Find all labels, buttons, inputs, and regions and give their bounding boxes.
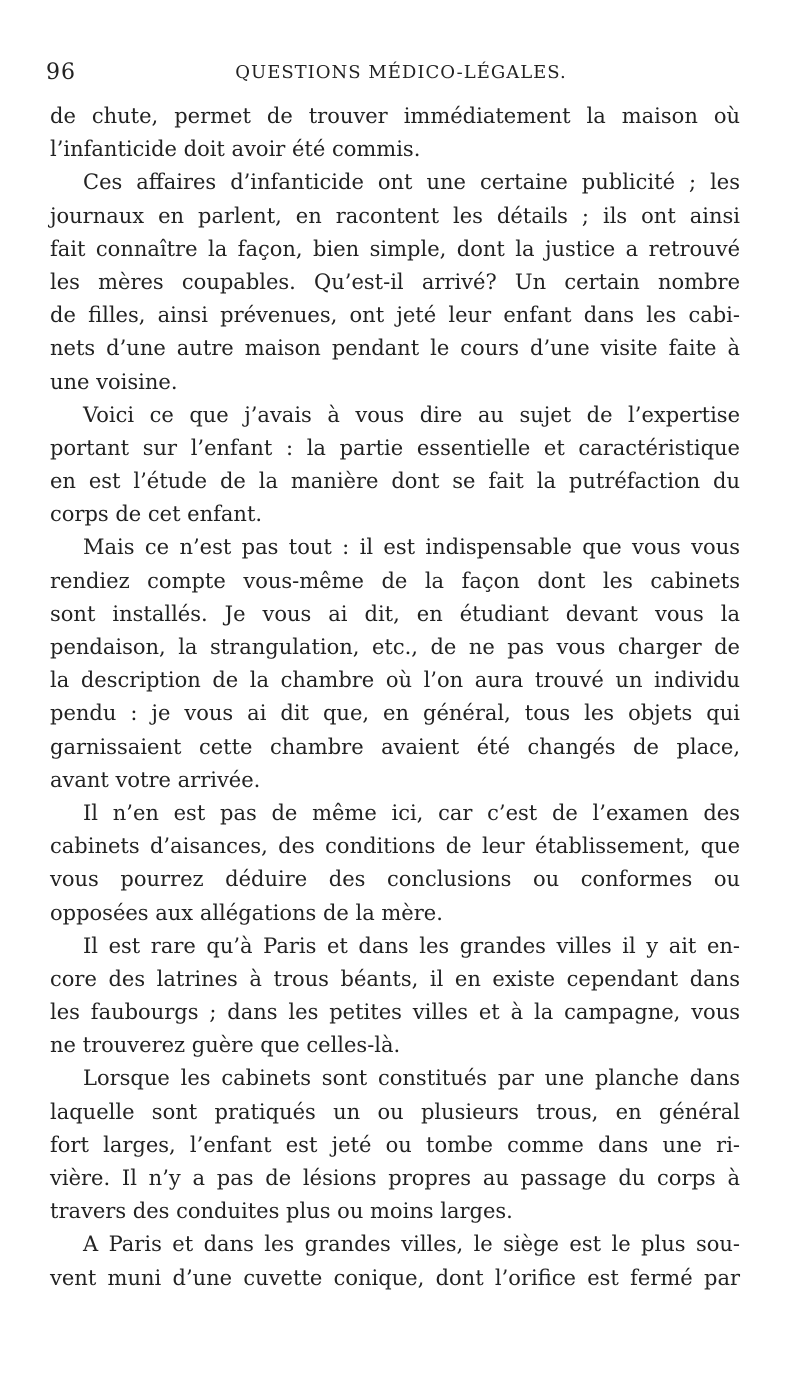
text-line: portant sur l’enfant : la partie essentielle et caractéristique: [50, 435, 740, 460]
text-line: de filles, ainsi prévenues, ont jeté leur enfant dans les cabi-: [50, 303, 740, 328]
text-line: la description de la chambre où l’on aura trouvé un individu: [50, 668, 740, 693]
text-line: Il est rare qu’à Paris et dans les grandes villes il y ait en-: [83, 933, 740, 958]
text-line: A Paris et dans les grandes villes, le siège est le plus sou-: [83, 1232, 740, 1257]
text-line: les faubourgs ; dans les petites villes et à la campagne, vous: [50, 1000, 740, 1025]
text-line: sont installés. Je vous ai dit, en étudiant devant vous la: [50, 601, 740, 626]
running-head: QUESTIONS MÉDICO-LÉGALES.: [235, 62, 567, 83]
text-line: les mères coupables. Qu’est-il arrivé? Un certain nombre: [50, 269, 740, 294]
text-line: Il n’en est pas de même ici, car c’est de l’examen des: [83, 800, 740, 825]
text-line: Voici ce que j’avais à vous dire au sujet de l’expertise: [83, 402, 740, 427]
text-line: avant votre arrivée.: [50, 767, 261, 792]
text-line: Mais ce n’est pas tout : il est indispensable que vous vous: [83, 535, 740, 560]
text-line: de chute, permet de trouver immédiatement la maison où: [50, 104, 740, 128]
text-line: ne trouverez guère que celles-là.: [50, 1033, 401, 1058]
text-line: nets d’une autre maison pendant le cours d’une visite faite à: [50, 336, 740, 361]
body-text: [50, 100, 740, 1295]
text-line: opposées aux allégations de la mère.: [50, 900, 443, 925]
text-line: pendu : je vous ai dit que, en général, tous les objets qui: [50, 701, 740, 726]
text-line: Ces affaires d’infanticide ont une certaine publicité ; les: [83, 170, 740, 195]
text-line: l’infanticide doit avoir été commis.: [50, 137, 421, 162]
text-line: corps de cet enfant.: [50, 502, 263, 527]
text-line: fort larges, l’enfant est jeté ou tombe comme dans une ri-: [50, 1132, 740, 1157]
text-line: laquelle sont pratiqués un ou plusieurs trous, en général: [50, 1099, 740, 1124]
page-header: [46, 60, 756, 90]
text-line: cabinets d’aisances, des conditions de leur établissement, que: [50, 834, 740, 859]
text-line: rendiez compte vous-même de la façon dont les cabinets: [50, 568, 740, 593]
text-line: journaux en parlent, en racontent les détails ; ils ont ainsi: [50, 203, 740, 228]
text-line: travers des conduites plus ou moins larges.: [50, 1199, 513, 1224]
text-line: core des latrines à trous béants, il en existe cependant dans: [50, 966, 740, 991]
text-line: une voisine.: [50, 369, 178, 394]
text-line: en est l’étude de la manière dont se fait la putréfaction du: [50, 469, 740, 494]
text-line: pendaison, la strangulation, etc., de ne pas vous charger de: [50, 635, 740, 659]
text-line: fait connaître la façon, bien simple, dont la justice a retrouvé: [50, 236, 740, 261]
text-line: vent muni d’une cuvette conique, dont l’orifice est fermé par: [50, 1265, 740, 1290]
text-line: garnissaient cette chambre avaient été changés de place,: [50, 734, 740, 759]
text-line: Lorsque les cabinets sont constitués par une planche dans: [83, 1066, 740, 1091]
page-number: 96: [46, 60, 76, 85]
text-line: vière. Il n’y a pas de lésions propres au passage du corps à: [50, 1166, 740, 1190]
text-line: vous pourrez déduire des conclusions ou conformes ou: [50, 867, 740, 892]
